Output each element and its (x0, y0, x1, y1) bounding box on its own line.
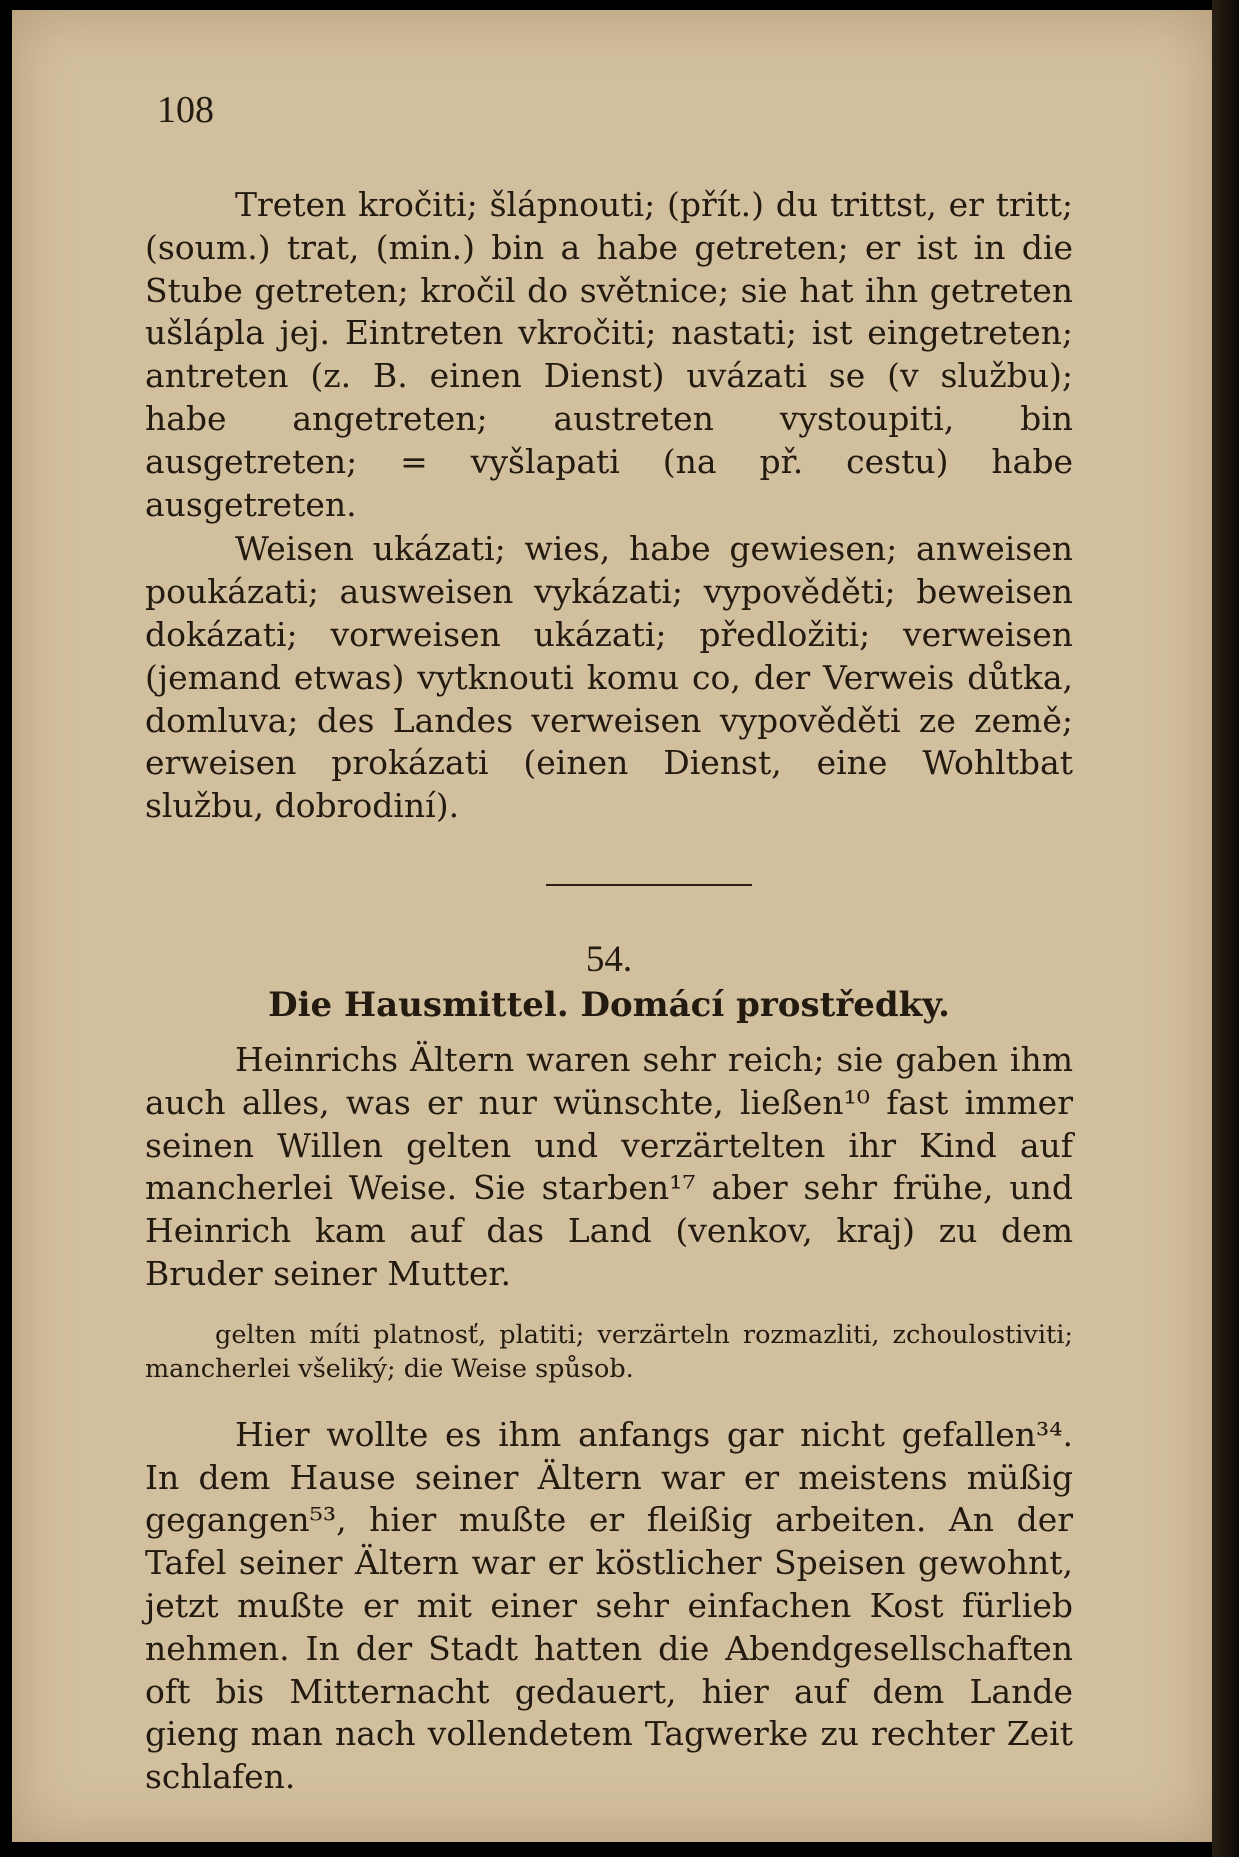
section-number: 54. (585, 938, 633, 980)
vocab-entry-weisen: Weisen ukázati; wies, habe gewiesen; anweisen poukázati; ausweisen vykázati; vypověděti; beweisen dokázati; vorweisen ukázati; předložiti; verweisen (jemand etwas) vytknouti komu co, der Verweis důtka, domluva; des Landes verweisen vypověděti ze země; erweisen prokázati (einen Dienst, eine Wohltbat službu, dobrodiní). (145, 529, 1073, 826)
vocabulary-note: gelten míti platnosť, platiti; verzärteln rozmazliti, zchoulostiviti; mancherlei všeliký; die Weise spůsob. (145, 1319, 1073, 1384)
book-page (12, 10, 1212, 1842)
vocab-entry-treten: Treten kročiti; šlápnouti; (přít.) du trittst, er tritt; (soum.) trat, (min.) bin a habe getreten; er ist in die Stube getreten; kročil do světnice; sie hat ihn getreten ušlápla jej. Eintreten vkročiti; nastati; ist eingetreten; antreten (z. B. einen Dienst) uvázati se (v službu); habe angetreten; austreten vystoupiti, bin ausgetreten; = vyšlapati (na př. cestu) habe ausgetreten. (145, 185, 1073, 524)
section-title: Die Hausmittel. Domácí prostředky. (268, 984, 950, 1025)
story-paragraph-2: Hier wollte es ihm anfangs gar nicht gefallen³⁴. In dem Hause seiner Ältern war er meistens müßig gegangen⁵³, hier mußte er fleißig arbeiten. An der Tafel seiner Ältern war er köstlicher Speisen gewohnt, jetzt mußte er mit einer sehr einfachen Kost fürlieb nehmen. In der Stadt hatten die Abendgesellschaften oft bis Mitternacht gedauert, hier auf dem Lande gieng man nach vollendetem Tagwerke zu rechter Zeit schlafen. (145, 1414, 1073, 1797)
story-paragraph-1: Heinrichs Ältern waren sehr reich; sie gaben ihm auch alles, was er nur wünschte, ließen¹⁰ fast immer seinen Willen gelten und verzärtelten ihr Kind auf mancherlei Weise. Sie starben¹⁷ aber sehr frühe, und Heinrich kam auf das Land (venkov, kraj) zu dem Bruder seiner Mutter. (145, 1039, 1073, 1293)
page-number: 108 (157, 89, 214, 131)
book-spine-edge (1212, 0, 1239, 1857)
section-divider (546, 884, 752, 886)
page-content (145, 70, 1073, 1799)
